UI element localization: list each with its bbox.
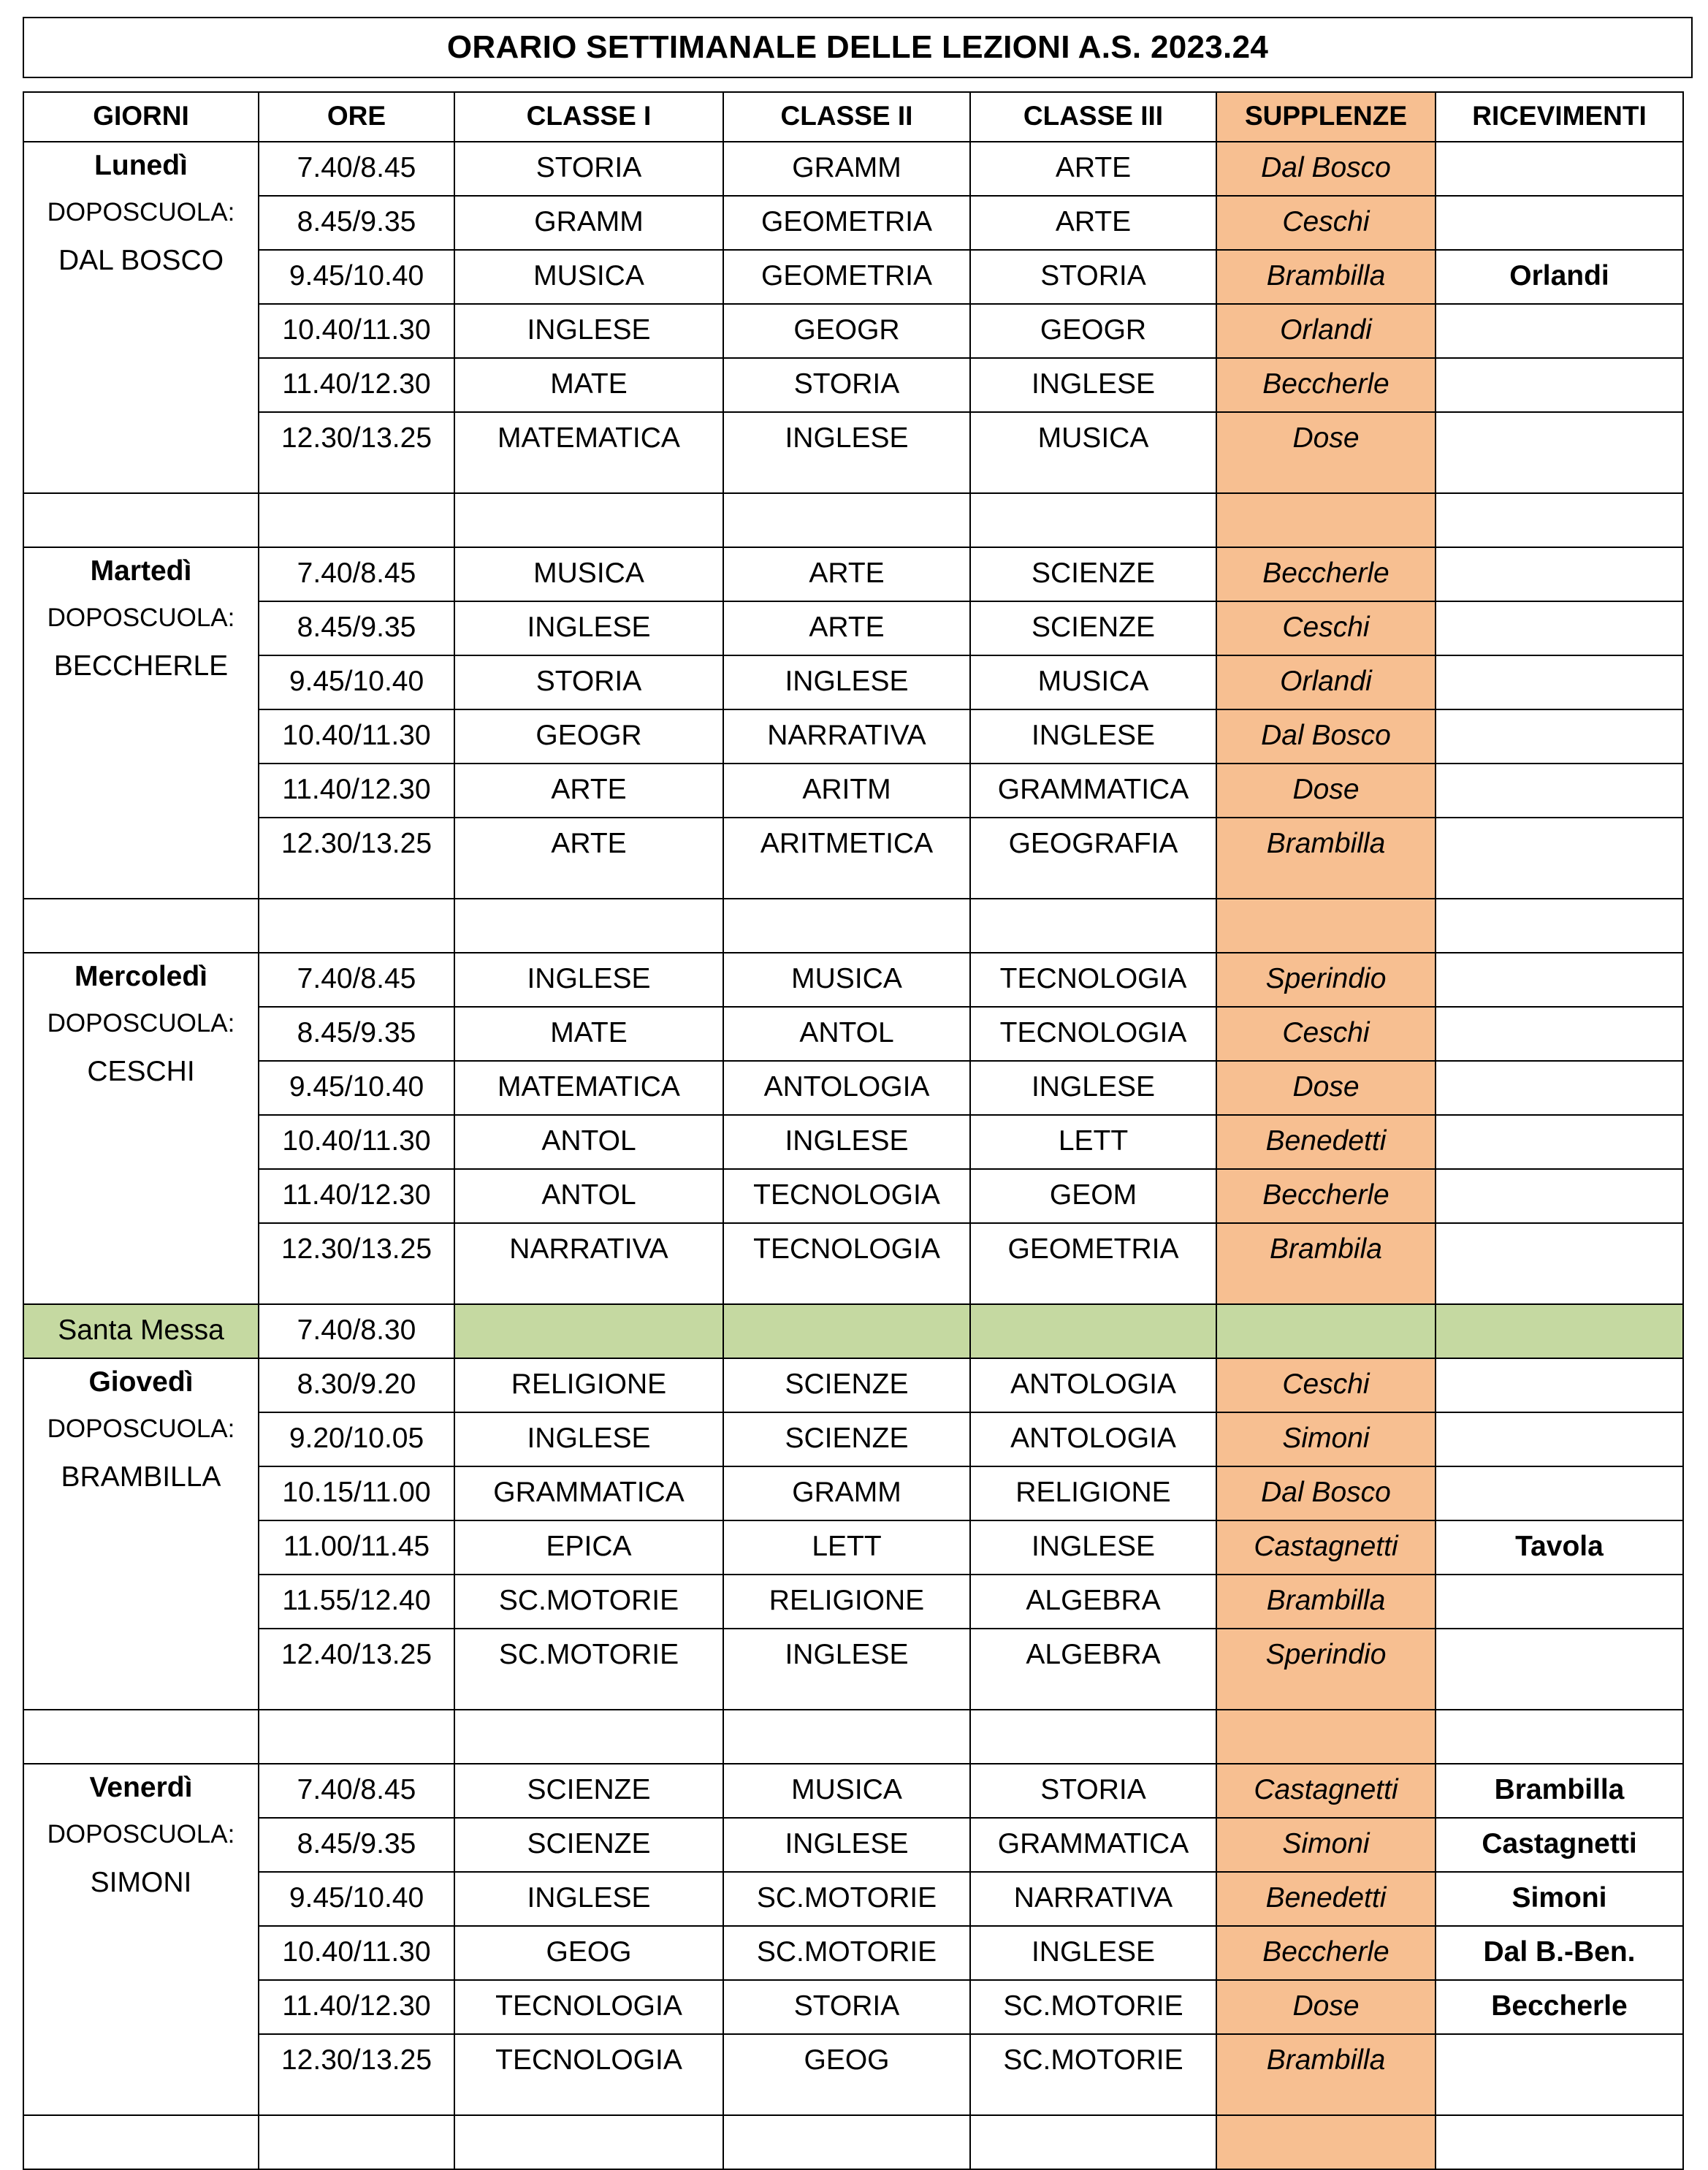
ore-cell: 7.40/8.45 <box>259 547 454 601</box>
classe-3-cell: STORIA <box>970 250 1216 304</box>
classe-2-cell: GEOG <box>723 2034 970 2115</box>
doposcuola-label: DOPOSCUOLA: <box>47 1820 235 1849</box>
ricevimenti-cell: Dal B.-Ben. <box>1436 1926 1683 1980</box>
header-classe-1: CLASSE I <box>454 92 723 142</box>
ricevimenti-cell <box>1436 953 1683 1007</box>
classe-1-cell: ANTOL <box>454 1169 723 1223</box>
spacer-row <box>23 899 1683 953</box>
header-giorni: GIORNI <box>23 92 259 142</box>
day-cell <box>23 1764 259 2115</box>
classe-1-cell: MATE <box>454 1007 723 1061</box>
ricevimenti-cell: Beccherle <box>1436 1980 1683 2034</box>
day-name: Venerdì <box>89 1772 193 1803</box>
ricevimenti-cell <box>1436 547 1683 601</box>
empty-cell <box>23 493 259 547</box>
ricevimenti-cell <box>1436 1412 1683 1466</box>
empty-cell <box>454 493 723 547</box>
doposcuola-teacher: BECCHERLE <box>53 650 229 682</box>
header-ricevimenti: RICEVIMENTI <box>1436 92 1683 142</box>
empty-cell <box>970 493 1216 547</box>
supplenze-cell: Castagnetti <box>1216 1764 1436 1818</box>
empty-cell <box>259 899 454 953</box>
classe-2-cell: GEOMETRIA <box>723 196 970 250</box>
table-row <box>23 1358 1683 1412</box>
classe-1-cell: SCIENZE <box>454 1818 723 1872</box>
table-row <box>23 2034 1683 2115</box>
ore-cell: 12.30/13.25 <box>259 412 454 493</box>
empty-cell <box>970 899 1216 953</box>
santa-messa-label: Santa Messa <box>23 1304 259 1358</box>
ricevimenti-cell <box>1436 412 1683 493</box>
classe-1-cell: ARTE <box>454 764 723 818</box>
classe-3-cell: INGLESE <box>970 1520 1216 1575</box>
classe-3-cell: TECNOLOGIA <box>970 953 1216 1007</box>
empty-cell <box>23 1710 259 1764</box>
classe-1-cell: ARTE <box>454 818 723 899</box>
classe-3-cell: ANTOLOGIA <box>970 1358 1216 1412</box>
ricevimenti-cell: Orlandi <box>1436 250 1683 304</box>
empty-cell <box>1436 2115 1683 2169</box>
supplenze-cell: Ceschi <box>1216 1007 1436 1061</box>
table-row <box>23 1169 1683 1223</box>
ore-cell: 8.45/9.35 <box>259 1007 454 1061</box>
ricevimenti-cell <box>1436 1169 1683 1223</box>
table-row <box>23 764 1683 818</box>
classe-2-cell: GRAMM <box>723 1466 970 1520</box>
supplenze-cell: Beccherle <box>1216 1169 1436 1223</box>
spacer-row <box>23 2115 1683 2169</box>
classe-2-cell: INGLESE <box>723 1629 970 1710</box>
doposcuola-label: DOPOSCUOLA: <box>47 1009 235 1038</box>
table-row <box>23 655 1683 709</box>
doposcuola-label: DOPOSCUOLA: <box>47 604 235 632</box>
doposcuola-label: DOPOSCUOLA: <box>47 1415 235 1443</box>
ricevimenti-cell <box>1436 1466 1683 1520</box>
ore-cell: 7.40/8.45 <box>259 1764 454 1818</box>
empty-cell <box>970 1710 1216 1764</box>
classe-3-cell: ANTOLOGIA <box>970 1412 1216 1466</box>
supplenze-cell: Castagnetti <box>1216 1520 1436 1575</box>
classe-3-cell: TECNOLOGIA <box>970 1007 1216 1061</box>
supplenze-cell: Dose <box>1216 1061 1436 1115</box>
classe-3-cell: GEOM <box>970 1169 1216 1223</box>
empty-cell <box>723 899 970 953</box>
table-row <box>23 1115 1683 1169</box>
classe-3-cell: ALGEBRA <box>970 1575 1216 1629</box>
supplenze-cell: Dal Bosco <box>1216 142 1436 196</box>
classe-3-cell: INGLESE <box>970 1061 1216 1115</box>
classe-3-cell: GRAMMATICA <box>970 1818 1216 1872</box>
classe-2-cell: MUSICA <box>723 1764 970 1818</box>
classe-2-cell: INGLESE <box>723 655 970 709</box>
day-cell <box>23 953 259 1304</box>
ricevimenti-cell <box>1436 196 1683 250</box>
supplenze-cell: Dal Bosco <box>1216 709 1436 764</box>
classe-3-cell: STORIA <box>970 1764 1216 1818</box>
empty-cell <box>259 2115 454 2169</box>
supplenze-cell: Brambilla <box>1216 2034 1436 2115</box>
empty-cell <box>23 2115 259 2169</box>
supplenze-cell: Sperindio <box>1216 953 1436 1007</box>
table-row <box>23 953 1683 1007</box>
classe-2-cell: INGLESE <box>723 412 970 493</box>
ricevimenti-cell: Castagnetti <box>1436 1818 1683 1872</box>
classe-1-cell: MUSICA <box>454 250 723 304</box>
classe-1-cell: TECNOLOGIA <box>454 1980 723 2034</box>
doposcuola-teacher: DAL BOSCO <box>58 245 224 276</box>
ricevimenti-cell: Simoni <box>1436 1872 1683 1926</box>
classe-1-cell: SCIENZE <box>454 1764 723 1818</box>
empty-cell <box>1436 493 1683 547</box>
ore-cell: 11.40/12.30 <box>259 1980 454 2034</box>
classe-3-cell: ARTE <box>970 142 1216 196</box>
ricevimenti-cell <box>1436 601 1683 655</box>
classe-2-cell: MUSICA <box>723 953 970 1007</box>
empty-cell <box>1216 493 1436 547</box>
ricevimenti-cell <box>1436 1629 1683 1710</box>
classe-3-cell: SCIENZE <box>970 547 1216 601</box>
classe-2-cell: TECNOLOGIA <box>723 1169 970 1223</box>
classe-3-cell: SC.MOTORIE <box>970 2034 1216 2115</box>
supplenze-cell: Ceschi <box>1216 1358 1436 1412</box>
empty-cell <box>259 493 454 547</box>
classe-2-cell: ANTOL <box>723 1007 970 1061</box>
table-row <box>23 709 1683 764</box>
classe-3-cell: INGLESE <box>970 709 1216 764</box>
classe-1-cell: MATEMATICA <box>454 1061 723 1115</box>
santa-messa-time: 7.40/8.30 <box>259 1304 454 1358</box>
classe-1-cell: RELIGIONE <box>454 1358 723 1412</box>
spacer-row <box>23 1710 1683 1764</box>
classe-1-cell: INGLESE <box>454 304 723 358</box>
table-row <box>23 1764 1683 1818</box>
santa-messa-row <box>23 1304 1683 1358</box>
day-cell <box>23 1358 259 1710</box>
supplenze-cell: Simoni <box>1216 1412 1436 1466</box>
classe-2-cell: ARITMETICA <box>723 818 970 899</box>
classe-1-cell: INGLESE <box>454 1412 723 1466</box>
ore-cell: 10.15/11.00 <box>259 1466 454 1520</box>
classe-1-cell: ANTOL <box>454 1115 723 1169</box>
classe-3-cell: SC.MOTORIE <box>970 1980 1216 2034</box>
ore-cell: 12.30/13.25 <box>259 818 454 899</box>
supplenze-cell: Dose <box>1216 1980 1436 2034</box>
santa-messa-empty-cell <box>723 1304 970 1358</box>
table-row <box>23 1466 1683 1520</box>
day-name: Lunedì <box>94 150 188 181</box>
ore-cell: 8.45/9.35 <box>259 196 454 250</box>
classe-2-cell: STORIA <box>723 1980 970 2034</box>
empty-cell <box>1216 1710 1436 1764</box>
classe-1-cell: EPICA <box>454 1520 723 1575</box>
ore-cell: 9.45/10.40 <box>259 250 454 304</box>
table-row <box>23 1520 1683 1575</box>
ore-cell: 9.20/10.05 <box>259 1412 454 1466</box>
classe-1-cell: STORIA <box>454 655 723 709</box>
header-classe-2: CLASSE II <box>723 92 970 142</box>
classe-2-cell: SC.MOTORIE <box>723 1926 970 1980</box>
supplenze-cell: Brambilla <box>1216 1575 1436 1629</box>
day-cell <box>23 547 259 899</box>
classe-2-cell: GEOMETRIA <box>723 250 970 304</box>
title-box <box>23 17 1693 78</box>
doposcuola-label: DOPOSCUOLA: <box>47 198 235 226</box>
classe-1-cell: GEOG <box>454 1926 723 1980</box>
ricevimenti-cell <box>1436 358 1683 412</box>
classe-2-cell: ARTE <box>723 547 970 601</box>
classe-2-cell: INGLESE <box>723 1818 970 1872</box>
supplenze-cell: Brambilla <box>1216 250 1436 304</box>
doposcuola-teacher: CESCHI <box>87 1056 195 1087</box>
classe-3-cell: ALGEBRA <box>970 1629 1216 1710</box>
table-row <box>23 601 1683 655</box>
classe-2-cell: SC.MOTORIE <box>723 1872 970 1926</box>
supplenze-cell: Beccherle <box>1216 1926 1436 1980</box>
table-row <box>23 818 1683 899</box>
classe-2-cell: INGLESE <box>723 1115 970 1169</box>
ricevimenti-cell <box>1436 764 1683 818</box>
classe-2-cell: GRAMM <box>723 142 970 196</box>
classe-3-cell: RELIGIONE <box>970 1466 1216 1520</box>
classe-2-cell: STORIA <box>723 358 970 412</box>
classe-3-cell: NARRATIVA <box>970 1872 1216 1926</box>
classe-1-cell: TECNOLOGIA <box>454 2034 723 2115</box>
empty-cell <box>454 1710 723 1764</box>
classe-3-cell: INGLESE <box>970 358 1216 412</box>
day-name: Mercoledì <box>74 961 208 992</box>
day-cell <box>23 142 259 493</box>
table-row <box>23 547 1683 601</box>
ricevimenti-cell <box>1436 655 1683 709</box>
header-ore: ORE <box>259 92 454 142</box>
header-classe-3: CLASSE III <box>970 92 1216 142</box>
classe-3-cell: INGLESE <box>970 1926 1216 1980</box>
supplenze-cell: Brambilla <box>1216 818 1436 899</box>
ricevimenti-cell <box>1436 1223 1683 1304</box>
header-supplenze: SUPPLENZE <box>1216 92 1436 142</box>
santa-messa-empty-cell <box>454 1304 723 1358</box>
classe-3-cell: LETT <box>970 1115 1216 1169</box>
classe-2-cell: TECNOLOGIA <box>723 1223 970 1304</box>
classe-2-cell: RELIGIONE <box>723 1575 970 1629</box>
ore-cell: 11.40/12.30 <box>259 1169 454 1223</box>
ore-cell: 8.45/9.35 <box>259 1818 454 1872</box>
ricevimenti-cell: Tavola <box>1436 1520 1683 1575</box>
classe-3-cell: SCIENZE <box>970 601 1216 655</box>
ore-cell: 10.40/11.30 <box>259 304 454 358</box>
supplenze-cell: Beccherle <box>1216 547 1436 601</box>
classe-1-cell: SC.MOTORIE <box>454 1575 723 1629</box>
day-name: Martedì <box>90 555 192 587</box>
ricevimenti-cell <box>1436 142 1683 196</box>
supplenze-cell: Brambila <box>1216 1223 1436 1304</box>
classe-3-cell: GEOGRAFIA <box>970 818 1216 899</box>
supplenze-cell: Benedetti <box>1216 1872 1436 1926</box>
classe-3-cell: MUSICA <box>970 412 1216 493</box>
ricevimenti-cell <box>1436 304 1683 358</box>
classe-1-cell: MUSICA <box>454 547 723 601</box>
supplenze-cell: Dose <box>1216 764 1436 818</box>
ore-cell: 9.45/10.40 <box>259 1872 454 1926</box>
ore-cell: 11.40/12.30 <box>259 358 454 412</box>
classe-2-cell: ARITM <box>723 764 970 818</box>
empty-cell <box>1216 899 1436 953</box>
ore-cell: 7.40/8.45 <box>259 953 454 1007</box>
empty-cell <box>723 1710 970 1764</box>
santa-messa-empty-cell <box>1436 1304 1683 1358</box>
table-row <box>23 1061 1683 1115</box>
ore-cell: 11.55/12.40 <box>259 1575 454 1629</box>
ore-cell: 10.40/11.30 <box>259 1115 454 1169</box>
empty-cell <box>723 2115 970 2169</box>
santa-messa-empty-cell <box>1216 1304 1436 1358</box>
empty-cell <box>259 1710 454 1764</box>
table-row <box>23 196 1683 250</box>
empty-cell <box>970 2115 1216 2169</box>
empty-cell <box>454 2115 723 2169</box>
ricevimenti-cell <box>1436 818 1683 899</box>
ore-cell: 9.45/10.40 <box>259 655 454 709</box>
supplenze-cell: Sperindio <box>1216 1629 1436 1710</box>
ore-cell: 7.40/8.45 <box>259 142 454 196</box>
supplenze-cell: Beccherle <box>1216 358 1436 412</box>
classe-2-cell: SCIENZE <box>723 1358 970 1412</box>
ricevimenti-cell <box>1436 1007 1683 1061</box>
supplenze-cell: Dose <box>1216 412 1436 493</box>
supplenze-cell: Ceschi <box>1216 601 1436 655</box>
empty-cell <box>1216 2115 1436 2169</box>
ricevimenti-cell <box>1436 1115 1683 1169</box>
classe-2-cell: ARTE <box>723 601 970 655</box>
classe-1-cell: STORIA <box>454 142 723 196</box>
ore-cell: 11.00/11.45 <box>259 1520 454 1575</box>
classe-1-cell: INGLESE <box>454 1872 723 1926</box>
ore-cell: 8.30/9.20 <box>259 1358 454 1412</box>
classe-3-cell: GEOGR <box>970 304 1216 358</box>
table-row <box>23 304 1683 358</box>
table-row <box>23 1926 1683 1980</box>
supplenze-cell: Ceschi <box>1216 196 1436 250</box>
table-row <box>23 358 1683 412</box>
ore-cell: 11.40/12.30 <box>259 764 454 818</box>
day-name: Giovedì <box>88 1366 194 1398</box>
ore-cell: 8.45/9.35 <box>259 601 454 655</box>
empty-cell <box>1436 1710 1683 1764</box>
empty-cell <box>723 493 970 547</box>
ricevimenti-cell <box>1436 2034 1683 2115</box>
classe-2-cell: SCIENZE <box>723 1412 970 1466</box>
classe-3-cell: MUSICA <box>970 655 1216 709</box>
table-row <box>23 1980 1683 2034</box>
supplenze-cell: Simoni <box>1216 1818 1436 1872</box>
ore-cell: 9.45/10.40 <box>259 1061 454 1115</box>
ore-cell: 12.40/13.25 <box>259 1629 454 1710</box>
table-row <box>23 1629 1683 1710</box>
supplenze-cell: Orlandi <box>1216 304 1436 358</box>
classe-2-cell: ANTOLOGIA <box>723 1061 970 1115</box>
ricevimenti-cell <box>1436 1575 1683 1629</box>
header-row <box>23 92 1683 142</box>
page-title: ORARIO SETTIMANALE DELLE LEZIONI A.S. 2023.24 <box>446 29 1269 65</box>
classe-3-cell: ARTE <box>970 196 1216 250</box>
classe-2-cell: NARRATIVA <box>723 709 970 764</box>
table-row <box>23 1872 1683 1926</box>
table-row <box>23 1007 1683 1061</box>
table-row <box>23 412 1683 493</box>
empty-cell <box>23 899 259 953</box>
ore-cell: 10.40/11.30 <box>259 1926 454 1980</box>
classe-3-cell: GRAMMATICA <box>970 764 1216 818</box>
ore-cell: 12.30/13.25 <box>259 2034 454 2115</box>
ore-cell: 10.40/11.30 <box>259 709 454 764</box>
ricevimenti-cell <box>1436 1358 1683 1412</box>
classe-1-cell: SC.MOTORIE <box>454 1629 723 1710</box>
classe-1-cell: GRAMM <box>454 196 723 250</box>
supplenze-cell: Dal Bosco <box>1216 1466 1436 1520</box>
schedule-table <box>23 91 1684 2170</box>
classe-1-cell: INGLESE <box>454 953 723 1007</box>
spacer-row <box>23 493 1683 547</box>
doposcuola-teacher: BRAMBILLA <box>61 1461 221 1493</box>
classe-1-cell: MATEMATICA <box>454 412 723 493</box>
santa-messa-empty-cell <box>970 1304 1216 1358</box>
table-row <box>23 142 1683 196</box>
doposcuola-teacher: SIMONI <box>90 1867 192 1898</box>
ricevimenti-cell <box>1436 1061 1683 1115</box>
classe-1-cell: MATE <box>454 358 723 412</box>
classe-1-cell: GRAMMATICA <box>454 1466 723 1520</box>
table-row <box>23 1412 1683 1466</box>
classe-1-cell: GEOGR <box>454 709 723 764</box>
ore-cell: 12.30/13.25 <box>259 1223 454 1304</box>
empty-cell <box>1436 899 1683 953</box>
classe-2-cell: LETT <box>723 1520 970 1575</box>
classe-3-cell: GEOMETRIA <box>970 1223 1216 1304</box>
ricevimenti-cell <box>1436 709 1683 764</box>
table-row <box>23 1818 1683 1872</box>
classe-2-cell: GEOGR <box>723 304 970 358</box>
table-row <box>23 1223 1683 1304</box>
classe-1-cell: INGLESE <box>454 601 723 655</box>
table-row <box>23 1575 1683 1629</box>
classe-1-cell: NARRATIVA <box>454 1223 723 1304</box>
empty-cell <box>454 899 723 953</box>
supplenze-cell: Orlandi <box>1216 655 1436 709</box>
table-row <box>23 250 1683 304</box>
supplenze-cell: Benedetti <box>1216 1115 1436 1169</box>
ricevimenti-cell: Brambilla <box>1436 1764 1683 1818</box>
